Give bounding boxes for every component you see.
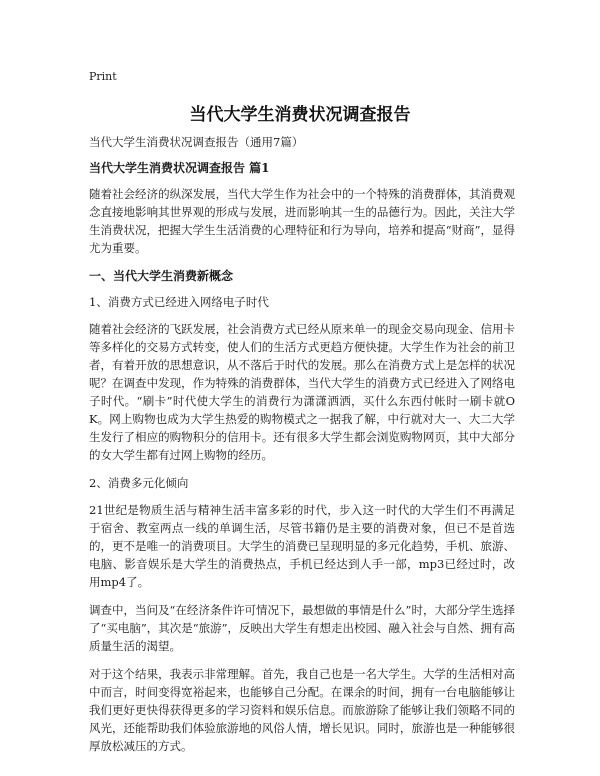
- print-label: Print: [89, 70, 117, 83]
- document-body: [89, 133, 515, 765]
- heading-new-concept: 一、当代大学生消费新概念: [89, 269, 234, 283]
- intro-paragraph: 随着社会经济的纵深发展，当代大学生作为社会中的一个特殊的消费群体，其消费观念直接地影响其世界观的形成与发展，进而影响其一生的品德行为。因此，关注大学生消费状况，把握大学生生活消费的心理特征和行为导向，培养和提高“财商”，显得尤为重要。: [89, 187, 515, 255]
- document-title: 当代大学生消费状况调查报告: [189, 105, 411, 125]
- paragraph-opinion: 对于这个结果，我表示非常理解。首先，我自己也是一名大学生。大学的生活相对高中而言，时间变得宽裕起来，也能够自己分配。在课余的时间，拥有一台电脑能够让我们更好更快得获得更多的学习资料和娱乐信息。而旅游除了能够让我们领略不同的风光，还能帮助我们体验旅游地的风俗人情，增长见识。同时，旅游也是一种能够很厚放松减压的方式。: [89, 667, 515, 753]
- section-title: 当代大学生消费状况调查报告 篇1: [89, 161, 270, 175]
- subheading-network-era: 1、消费方式已经进入网络电子时代: [89, 295, 269, 309]
- paragraph-network-era: 随着社会经济的飞跃发展，社会消费方式已经从原来单一的现金交易向现金、信用卡等多样化的交易方式转变，使人们的生活方式更趋方便快捷。大学生作为社会的前卫者，有着开放的思想意识，从不落后于时代的发展。那么在消费方式上是怎样的状况呢？在调查中发现，作为特殊的消费群体，当代大学生的消费方式已经进入了网络电子时代。“刷卡”时代使大学生的消费行为潇潇洒洒，买什么东西付帐时一刷卡就OK。网上购物也成为大学生热爱的购物模式之一据我了解，中行就对大一、大二大学生发行了相应的购物积分的信用卡。还有很多大学生都会浏览购物网页，其中大部分的女大学生都有过网上购物的经历。: [89, 322, 515, 462]
- subheading-diversification: 2、消费多元化倾向: [89, 476, 189, 490]
- document-subtitle: 当代大学生消费状况调查报告（通用7篇）: [89, 135, 304, 149]
- paragraph-survey: 调查中，当问及“在经济条件许可情况下，最想做的事情是什么”时，大部分学生选择了“买电脑”，其次是“旅游”，反映出大学生有想走出校园、融入社会与自然、拥有高质量生活的渴望。: [89, 603, 516, 653]
- paragraph-diversification: 21世纪是物质生活与精神生活丰富多彩的时代，步入这一时代的大学生们不再满足于宿舍、教室两点一线的单调生活，尽管书籍仍是主要的消费对象，但已不是首选的，更不是唯一的消费项目。大学生的消费已呈现明显的多元化趋势，手机、旅游、电脑、影音娱乐是大学生的消费热点，手机已经达到人手一部，mp3已经过时，改用mp4了。: [89, 503, 515, 589]
